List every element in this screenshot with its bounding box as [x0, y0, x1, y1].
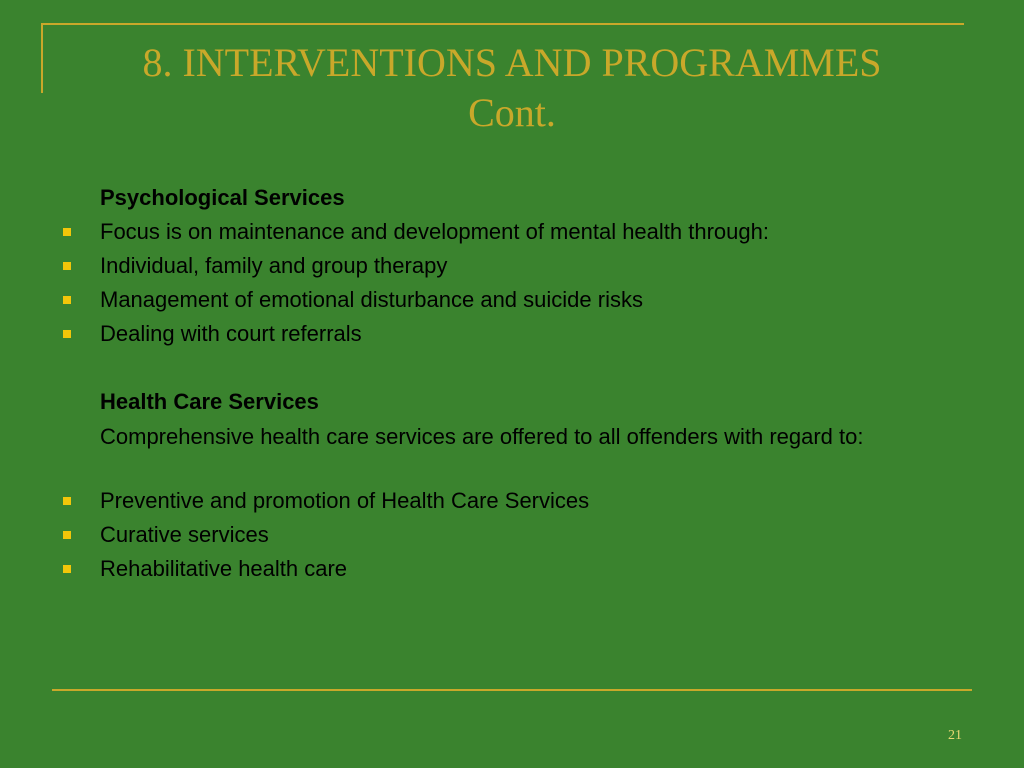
- spacer: [58, 452, 968, 484]
- square-bullet-icon: [63, 262, 71, 270]
- frame-top-line: [42, 23, 964, 25]
- health-heading: Health Care Services: [100, 389, 319, 414]
- list-item: [58, 317, 968, 351]
- title-line-main: 8. INTERVENTIONS AND PROGRAMMES: [142, 40, 882, 85]
- list-item-text: Preventive and promotion of Health Care Services: [100, 488, 590, 513]
- square-bullet-icon: [63, 330, 71, 338]
- list-item-text: Dealing with court referrals: [100, 321, 362, 346]
- square-bullet-icon: [63, 296, 71, 304]
- spacer: [58, 351, 968, 385]
- slide-title: [42, 38, 982, 138]
- list-item: [58, 484, 968, 518]
- footer-divider: [52, 689, 972, 691]
- list-item-text: Focus is on maintenance and development of mental health through:: [100, 219, 769, 244]
- list-item: [58, 249, 968, 283]
- health-intro: Comprehensive health care services are offered to all offenders with regard to:: [100, 424, 864, 449]
- slide-body: [58, 181, 968, 586]
- square-bullet-icon: [63, 531, 71, 539]
- square-bullet-icon: [63, 228, 71, 236]
- psych-heading: Psychological Services: [100, 185, 345, 210]
- title-line-cont: Cont.: [468, 90, 556, 135]
- list-item-text: Rehabilitative health care: [100, 556, 348, 581]
- page-number: 21: [948, 728, 962, 743]
- square-bullet-icon: [63, 497, 71, 505]
- list-item: [58, 283, 968, 317]
- list-item: [58, 518, 968, 552]
- list-item-text: Curative services: [100, 522, 269, 547]
- list-item: [58, 552, 968, 586]
- list-item: [58, 215, 968, 249]
- list-item-text: Management of emotional disturbance and suicide risks: [100, 287, 643, 312]
- square-bullet-icon: [63, 565, 71, 573]
- list-item-text: Individual, family and group therapy: [100, 253, 448, 278]
